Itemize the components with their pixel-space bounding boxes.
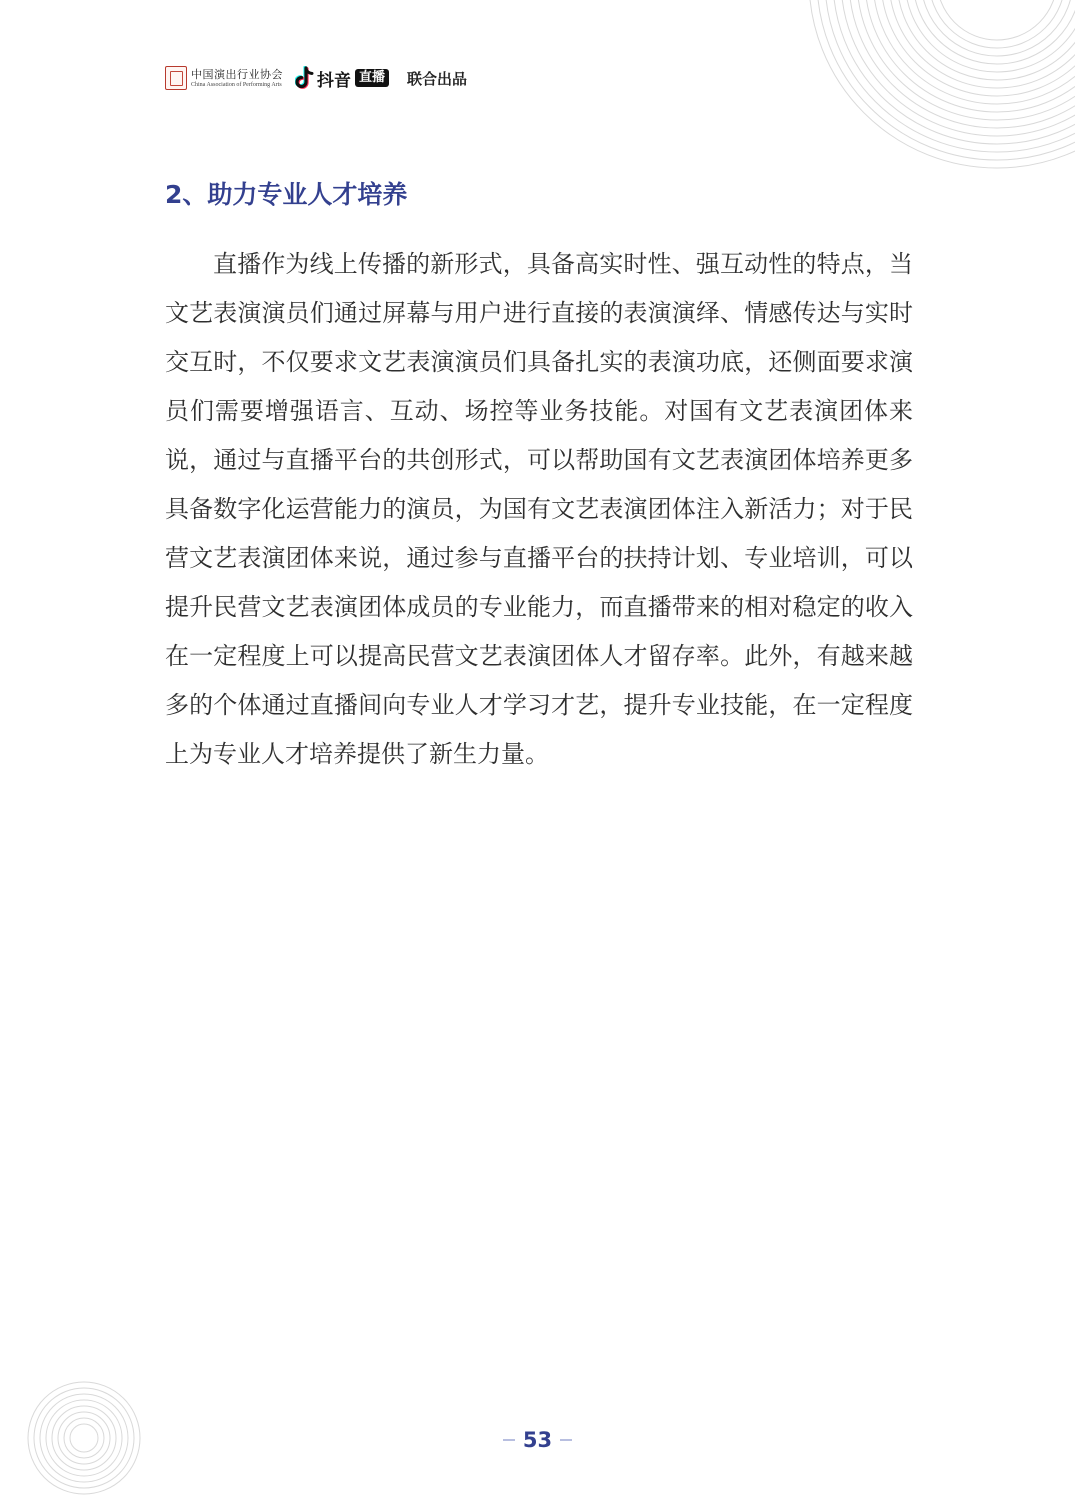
association-name-en: China Association of Performing Arts [191,81,282,88]
page-number-dash-right [560,1439,572,1441]
header-logos [165,60,467,96]
douyin-name: 抖音 [317,70,351,91]
cpaa-seal-icon [165,66,187,90]
section-title: 2、助力专业人才培养 [165,180,408,209]
joint-production-label: 联合出品 [407,69,468,88]
douyin-live-logo [295,66,389,91]
live-badge: 直播 [355,69,389,87]
body-paragraph: 直播作为线上传播的新形式，具备高实时性、强互动性的特点，当文艺表演演员们通过屏幕与用户进行直接的表演演绎、情感传达与实时交互时，不仅要求文艺表演演员们具备扎实的表演功底，还侧面要求演员们需要增强语言、互动、场控等业务技能。对国有文艺表演团体来说，通过与直播平台的共创形式，可以帮助国有文艺表演团体培养更多具备数字化运营能力的演员，为国有文艺表演团体注入新活力；对于民营文艺表演团体来说，通过参与直播平台的扶持计划、专业培训，可以提升民营文艺表演团体成员的专业能力，而直播带来的相对稳定的收入在一定程度上可以提高民营文艺表演团体人才留存率。此外，有越来越多的个体通过直播间向专业人才学习才艺，提升专业技能，在一定程度上为专业人才培养提供了新生力量。 [165,250,913,768]
association-name: 中国演出行业协会 [191,67,283,81]
cpaa-logo [165,66,283,90]
page-number [0,1428,1075,1452]
page-number-dash-left [503,1439,515,1441]
douyin-note-icon [295,66,315,90]
page-number-text: 53 [522,1428,553,1452]
cpaa-text [191,69,283,88]
decorative-circles-top-right [735,0,1075,175]
